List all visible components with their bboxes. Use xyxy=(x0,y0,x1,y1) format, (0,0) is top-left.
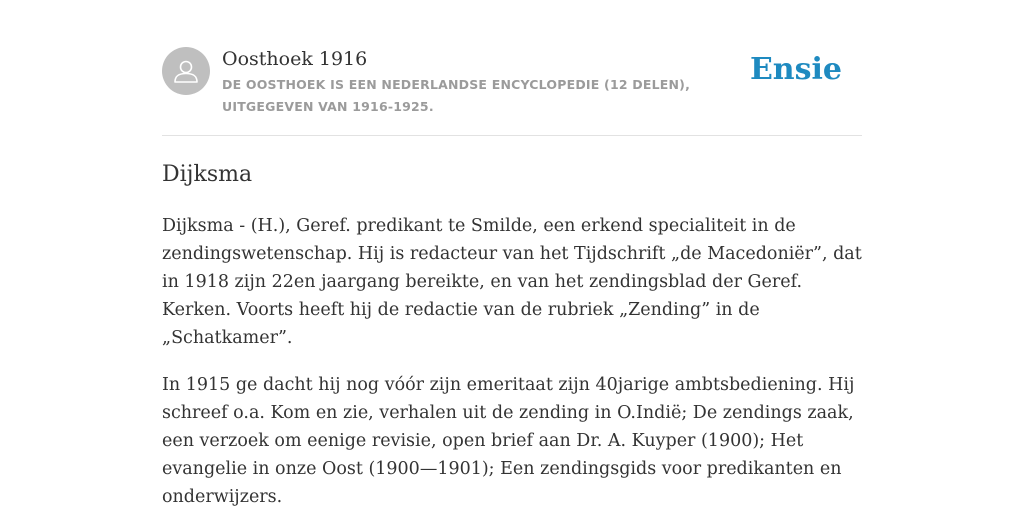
ensie-logo[interactable]: Ensie xyxy=(749,52,842,87)
source-name[interactable]: Oosthoek 1916 xyxy=(222,48,368,70)
source-header xyxy=(162,44,862,134)
source-description: DE OOSTHOEK IS EEN NEDERLANDSE ENCYCLOPEDIE (12 DELEN), UITGEGEVEN VAN 1916-1925. xyxy=(222,77,691,114)
header-divider xyxy=(162,135,862,136)
user-silhouette-icon xyxy=(162,47,210,95)
entry-title: Dijksma xyxy=(162,162,253,187)
entry-paragraph: Dijksma - (H.), Geref. predikant te Smilde, een erkend specialiteit in de zendingswetenschap. Hij is redacteur van het Tijdschrift „de Macedoniër”, dat in 1918 zijn 22en jaargang bereikte, en van het zendingsblad der Geref. Kerken. Voorts heeft hij de redactie van de rubriek „Zending” in de „Schatkamer”. xyxy=(162,216,862,348)
entry-paragraph: In 1915 ge dacht hij nog vóór zijn emeritaat zijn 40jarige ambtsbediening. Hij schreef o.a. Kom en zie, verhalen uit de zending in O.Indië; De zendings zaak, een verzoek om eenige revisie, open brief aan Dr. A. Kuyper (1900); Het evangelie in onze Oost (1900—1901); Een zendingsgids voor predikanten en onderwijzers. xyxy=(162,375,855,507)
entry-body xyxy=(162,212,862,512)
avatar[interactable] xyxy=(162,47,210,95)
source-info xyxy=(222,46,762,118)
